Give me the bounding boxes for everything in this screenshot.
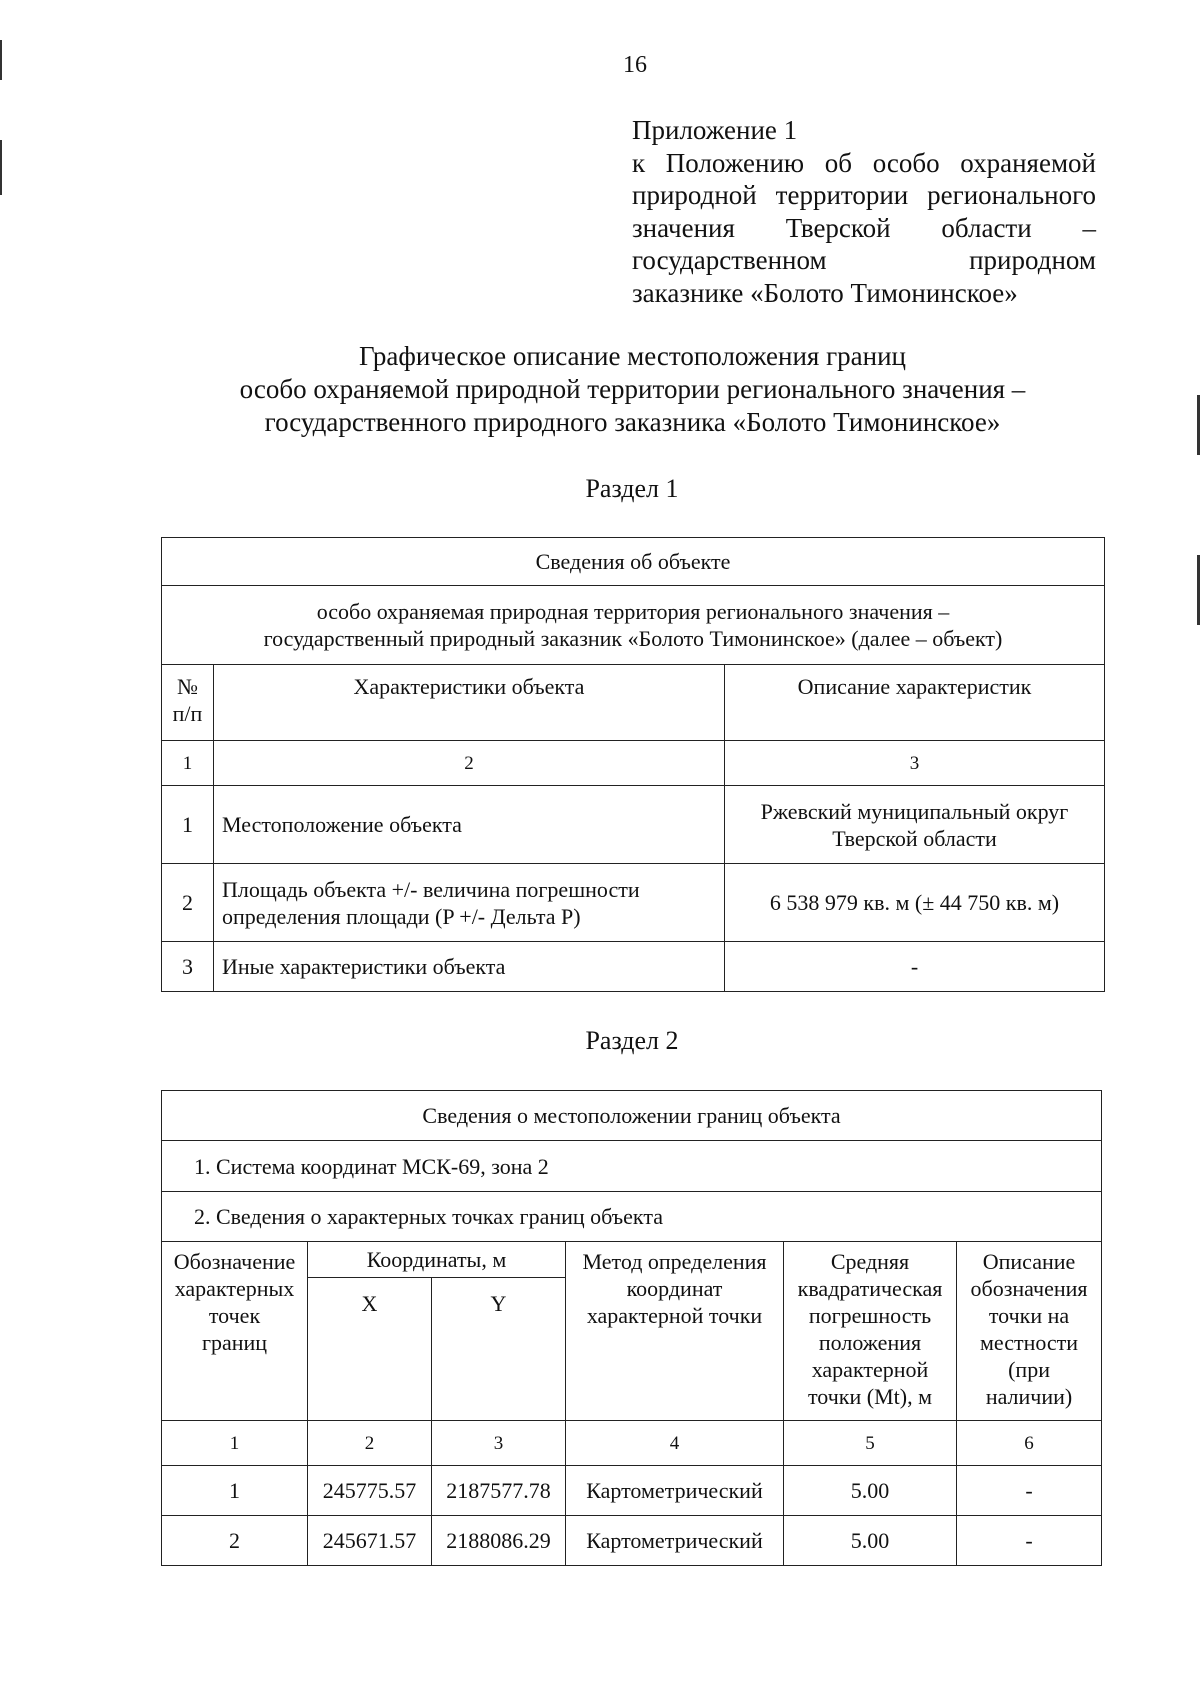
column-header-x: X	[308, 1278, 432, 1421]
column-header-method	[566, 1242, 784, 1421]
column-header-y: Y	[432, 1278, 566, 1421]
characteristic-line: Площадь объекта +/- величина погрешности	[222, 876, 640, 902]
column-header-designation	[162, 1242, 308, 1421]
description-line: Тверской области	[832, 825, 997, 851]
point-method: Картометрический	[566, 1516, 784, 1566]
row-number: 3	[162, 942, 214, 992]
row-description	[725, 786, 1105, 864]
table-row	[162, 1516, 1102, 1566]
description-line: 6 538 979 кв. м (± 44 750 кв. м)	[769, 890, 1060, 915]
header-line: Описание	[982, 1249, 1076, 1274]
column-header-number-line: п/п	[172, 701, 203, 726]
header-line: Средняя	[830, 1249, 910, 1274]
column-header-coordinates: Координаты, м	[308, 1242, 566, 1278]
header-line: положения	[818, 1330, 922, 1355]
header-line: характерных	[174, 1276, 295, 1301]
point-error: 5.00	[784, 1466, 957, 1516]
point-error: 5.00	[784, 1516, 957, 1566]
point-y: 2188086.29	[432, 1516, 566, 1566]
column-number: 1	[162, 741, 214, 786]
table-row	[162, 786, 1105, 864]
section-2-heading: Раздел 2	[585, 1026, 679, 1055]
appendix-line: к Положению об особо охраняемой	[632, 147, 1096, 178]
row-description	[725, 864, 1105, 942]
appendix-block	[632, 114, 1096, 309]
characteristic-line: определения площади (P +/- Дельта P)	[222, 903, 581, 929]
column-number: 2	[308, 1421, 432, 1466]
document-title	[150, 340, 1115, 439]
header-line: погрешность	[808, 1303, 932, 1328]
header-line: наличии)	[985, 1384, 1073, 1409]
points-header-cell: 2. Сведения о характерных точках границ объекта	[162, 1192, 1102, 1242]
boundary-points-table	[161, 1090, 1102, 1566]
object-info-table	[161, 537, 1105, 992]
header-line: Метод определения	[582, 1249, 767, 1274]
point-description: -	[957, 1516, 1102, 1566]
point-x: 245775.57	[308, 1466, 432, 1516]
header-line: координат	[626, 1276, 723, 1301]
point-method: Картометрический	[566, 1466, 784, 1516]
description-line: Ржевский муниципальный округ	[760, 798, 1069, 824]
header-line: точки на	[988, 1303, 1070, 1328]
object-name-line: государственный природный заказник «Болото Тимонинское» (далее – объект)	[263, 626, 1003, 651]
appendix-line: заказнике «Болото Тимонинское»	[632, 277, 1018, 308]
header-line: точек	[208, 1303, 261, 1328]
appendix-line: значения Тверской области –	[632, 212, 1096, 243]
row-description	[725, 942, 1105, 992]
row-characteristic	[214, 864, 725, 942]
column-number: 1	[162, 1421, 308, 1466]
table-row	[162, 1466, 1102, 1516]
appendix-line: государственном природном	[632, 245, 1096, 275]
row-characteristic	[214, 786, 725, 864]
row-number: 1	[162, 786, 214, 864]
column-header-number-line: №	[177, 674, 198, 699]
column-header-characteristic: Характеристики объекта	[214, 665, 725, 741]
description-line: -	[910, 954, 919, 979]
scan-edge-mark	[0, 40, 2, 80]
column-number: 3	[725, 741, 1105, 786]
header-line: характерной точки	[586, 1303, 763, 1328]
section-1-heading: Раздел 1	[585, 474, 679, 503]
title-line: государственного природного заказника «Болото Тимонинское»	[264, 407, 1001, 437]
scan-edge-mark	[0, 140, 2, 195]
column-header-number	[162, 665, 214, 741]
point-designation: 1	[162, 1466, 308, 1516]
column-header-location-description	[957, 1242, 1102, 1421]
header-line: границ	[201, 1330, 268, 1355]
title-line: Графическое описание местоположения границ	[358, 341, 906, 371]
appendix-line: природной территории регионального	[632, 180, 1096, 210]
point-designation: 2	[162, 1516, 308, 1566]
header-line: Обозначение	[173, 1249, 296, 1274]
column-header-description: Описание характеристик	[725, 665, 1105, 741]
table-row	[162, 942, 1105, 992]
point-y: 2187577.78	[432, 1466, 566, 1516]
object-name-cell	[162, 586, 1105, 665]
column-number: 4	[566, 1421, 784, 1466]
header-line: обозначения	[970, 1276, 1088, 1301]
page-number: 16	[623, 52, 647, 78]
column-header-error	[784, 1242, 957, 1421]
header-line: квадратическая	[797, 1276, 943, 1301]
characteristic-line: Иные характеристики объекта	[222, 954, 506, 979]
boundaries-header: Сведения о местоположении границ объекта	[162, 1091, 1102, 1141]
column-number: 3	[432, 1421, 566, 1466]
column-number: 6	[957, 1421, 1102, 1466]
coordinate-system-cell: 1. Система координат МСК-69, зона 2	[162, 1141, 1102, 1192]
table-row	[162, 864, 1105, 942]
header-line: (при	[1008, 1357, 1050, 1382]
column-number: 5	[784, 1421, 957, 1466]
header-line: характерной	[811, 1357, 929, 1382]
object-info-header: Сведения об объекте	[162, 538, 1105, 586]
appendix-line: Приложение 1	[632, 115, 798, 145]
row-characteristic	[214, 942, 725, 992]
title-line: особо охраняемой природной территории регионального значения –	[239, 374, 1026, 404]
header-line: местности	[979, 1330, 1079, 1355]
row-number: 2	[162, 864, 214, 942]
characteristic-line: Местоположение объекта	[222, 812, 462, 837]
object-name-line: особо охраняемая природная территория регионального значения –	[316, 599, 950, 624]
point-description: -	[957, 1466, 1102, 1516]
header-line: точки (Mt), м	[807, 1384, 933, 1409]
point-x: 245671.57	[308, 1516, 432, 1566]
column-number: 2	[214, 741, 725, 786]
